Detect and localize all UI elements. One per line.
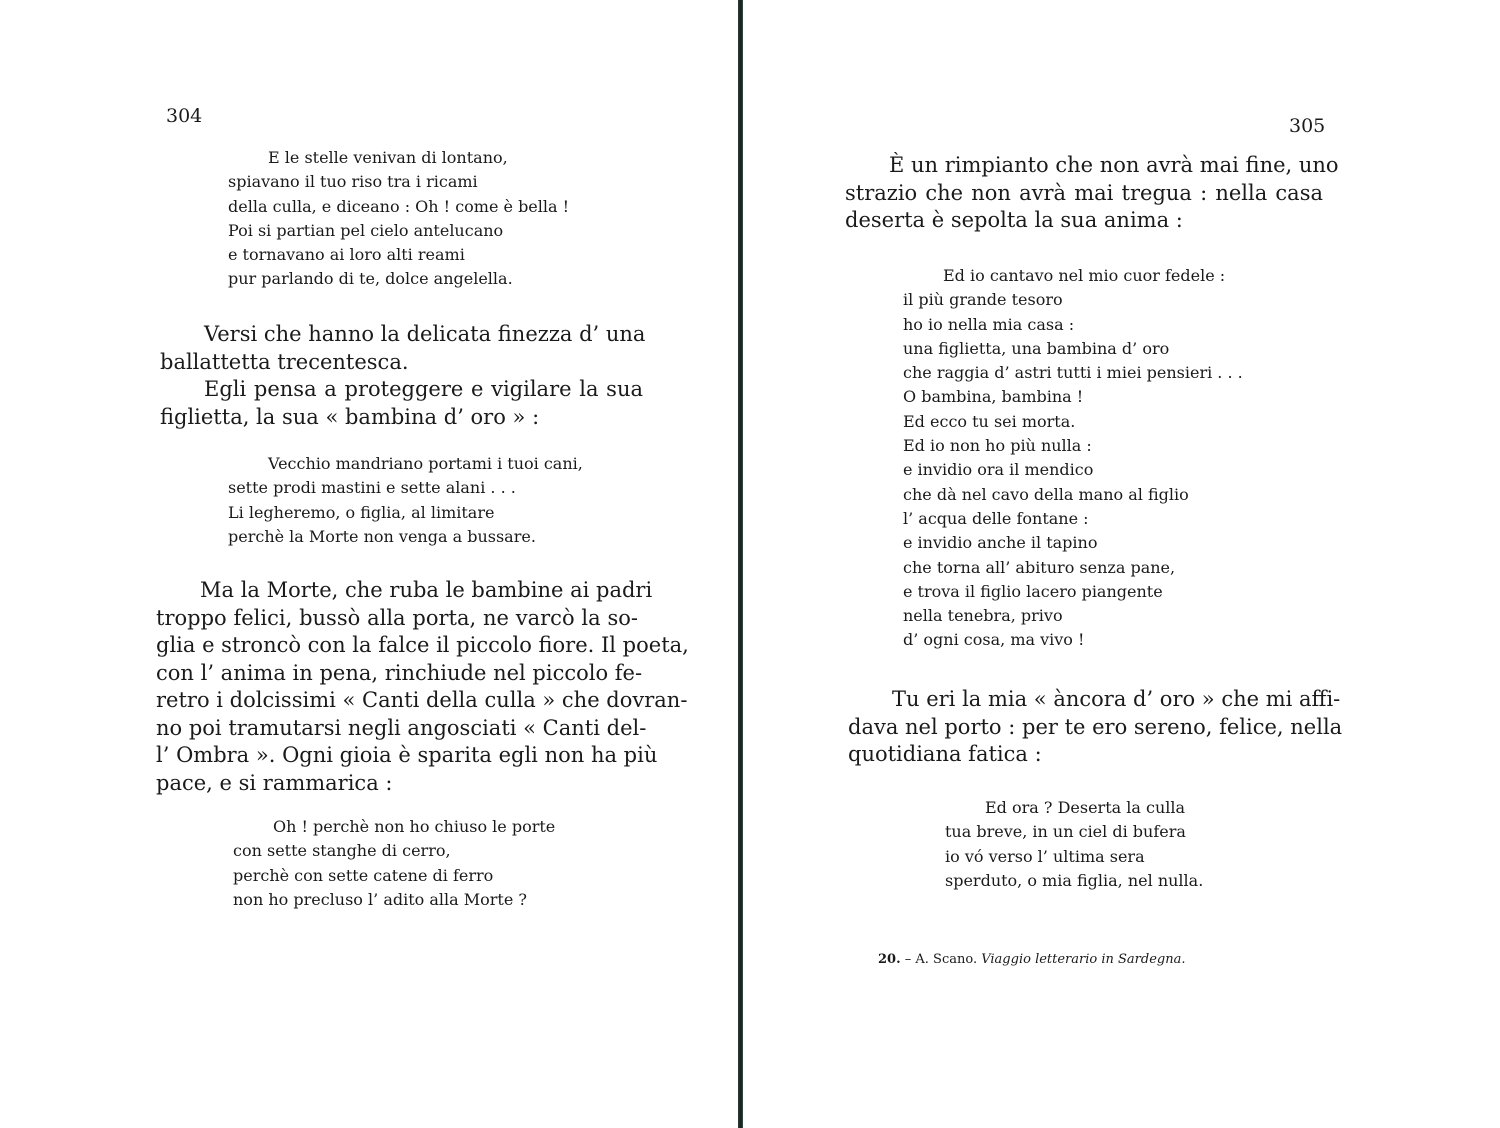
verse-line: e invidio anche il tapino xyxy=(903,533,1098,553)
prose-paragraph xyxy=(156,577,689,797)
prose-line: con l’ anima in pena, rinchiude nel piccolo fe- xyxy=(156,660,643,685)
prose-line: l’ Ombra ». Ogni gioia è sparita egli non ha più xyxy=(156,743,658,767)
prose-line: retro i dolcissimi « Canti della culla » che dovran- xyxy=(156,688,688,712)
page-number: 304 xyxy=(166,105,203,127)
verse-line: Vecchio mandriano portami i tuoi cani, xyxy=(268,454,583,473)
verse-line: e trova il figlio lacero piangente xyxy=(903,581,1163,601)
verse-line: tua breve, in un ciel di bufera xyxy=(945,822,1186,842)
prose-line: Versi che hanno la delicata finezza d’ una xyxy=(204,322,646,346)
verse-line: e invidio ora il mendico xyxy=(903,460,1094,480)
verse-line: Ed io cantavo nel mio cuor fedele : xyxy=(943,266,1226,285)
footer-book-title: Viaggio letterario in Sardegna. xyxy=(981,952,1186,967)
prose-line: ballattetta trecentesca. xyxy=(160,349,409,374)
verse-line: Ed io non ho più nulla : xyxy=(903,436,1092,456)
prose-line: deserta è sepolta la sua anima : xyxy=(845,208,1183,232)
verse-line: d’ ogni cosa, ma vivo ! xyxy=(903,630,1085,650)
verse-line: Poi si partian pel cielo antelucano xyxy=(228,220,504,240)
prose-line: È un rimpianto che non avrà mai fine, uno xyxy=(889,153,1339,177)
verse-line: io vó verso l’ ultima sera xyxy=(945,846,1145,866)
prose-line: dava nel porto : per te ero sereno, felice, nella xyxy=(848,714,1343,739)
verse-line: E le stelle venivan di lontano, xyxy=(268,148,508,167)
poem-stanza xyxy=(228,146,569,292)
prose-line: quotidiana fatica : xyxy=(848,742,1042,766)
prose-line: glia e stroncò con la falce il piccolo fiore. Il poeta, xyxy=(156,633,689,657)
verse-line: Li legheremo, o figlia, al limitare xyxy=(228,502,495,522)
signature-footer xyxy=(878,952,1185,967)
prose-line: Tu eri la mia « àncora d’ oro » che mi affi- xyxy=(892,687,1341,711)
prose-line: Egli pensa a proteggere e vigilare la sua xyxy=(204,377,643,401)
verse-line: sette prodi mastini e sette alani . . . xyxy=(228,478,516,498)
verse-line: spiavano il tuo riso tra i ricami xyxy=(228,172,478,192)
prose-line: no poi tramutarsi negli angosciati « Canti del- xyxy=(156,715,647,740)
verse-line: pur parlando di te, dolce angelella. xyxy=(228,269,513,289)
verse-line: il più grande tesoro xyxy=(903,290,1063,310)
prose-paragraph xyxy=(160,321,646,431)
poem-stanza xyxy=(228,452,583,549)
verse-line: l’ acqua delle fontane : xyxy=(903,508,1089,528)
verse-line: una figlietta, una bambina d’ oro xyxy=(903,338,1170,358)
poem-stanza xyxy=(903,264,1243,653)
verse-line: perchè la Morte non venga a bussare. xyxy=(228,526,536,546)
right-page xyxy=(745,0,1500,1128)
poem-stanza xyxy=(233,815,555,912)
prose-line: strazio che non avrà mai tregua : nella casa xyxy=(845,180,1323,205)
prose-paragraph xyxy=(845,152,1339,235)
prose-paragraph xyxy=(848,686,1343,769)
left-page xyxy=(0,0,740,1128)
verse-line: della culla, e diceano : Oh ! come è bella ! xyxy=(228,196,570,216)
verse-line: Oh ! perchè non ho chiuso le porte xyxy=(273,817,556,836)
poem-stanza xyxy=(945,796,1203,893)
verse-line: Ed ecco tu sei morta. xyxy=(903,411,1076,431)
verse-line: sperduto, o mia figlia, nel nulla. xyxy=(945,870,1204,890)
verse-line: Ed ora ? Deserta la culla xyxy=(985,798,1186,817)
verse-line: con sette stanghe di cerro, xyxy=(233,841,451,861)
verse-line: che dà nel cavo della mano al figlio xyxy=(903,484,1189,504)
verse-line: nella tenebra, privo xyxy=(903,606,1063,626)
verse-line: O bambina, bambina ! xyxy=(903,387,1084,407)
verse-line: perchè con sette catene di ferro xyxy=(233,865,494,885)
verse-line: ho io nella mia casa : xyxy=(903,314,1075,334)
verse-line: che raggia d’ astri tutti i miei pensieri . . . xyxy=(903,363,1243,383)
prose-line: troppo felici, bussò alla porta, ne varcò la so- xyxy=(156,605,638,630)
signature-number: 20. xyxy=(878,952,901,967)
verse-line: e tornavano ai loro alti reami xyxy=(228,245,465,265)
prose-line: Ma la Morte, che ruba le bambine ai padri xyxy=(200,578,653,602)
footer-author: – A. Scano. xyxy=(904,952,978,967)
page-number: 305 xyxy=(1289,115,1326,137)
prose-line: figlietta, la sua « bambina d’ oro » : xyxy=(160,404,540,429)
verse-line: non ho precluso l’ adito alla Morte ? xyxy=(233,889,527,909)
verse-line: che torna all’ abituro senza pane, xyxy=(903,557,1176,577)
prose-line: pace, e si rammarica : xyxy=(156,770,393,795)
